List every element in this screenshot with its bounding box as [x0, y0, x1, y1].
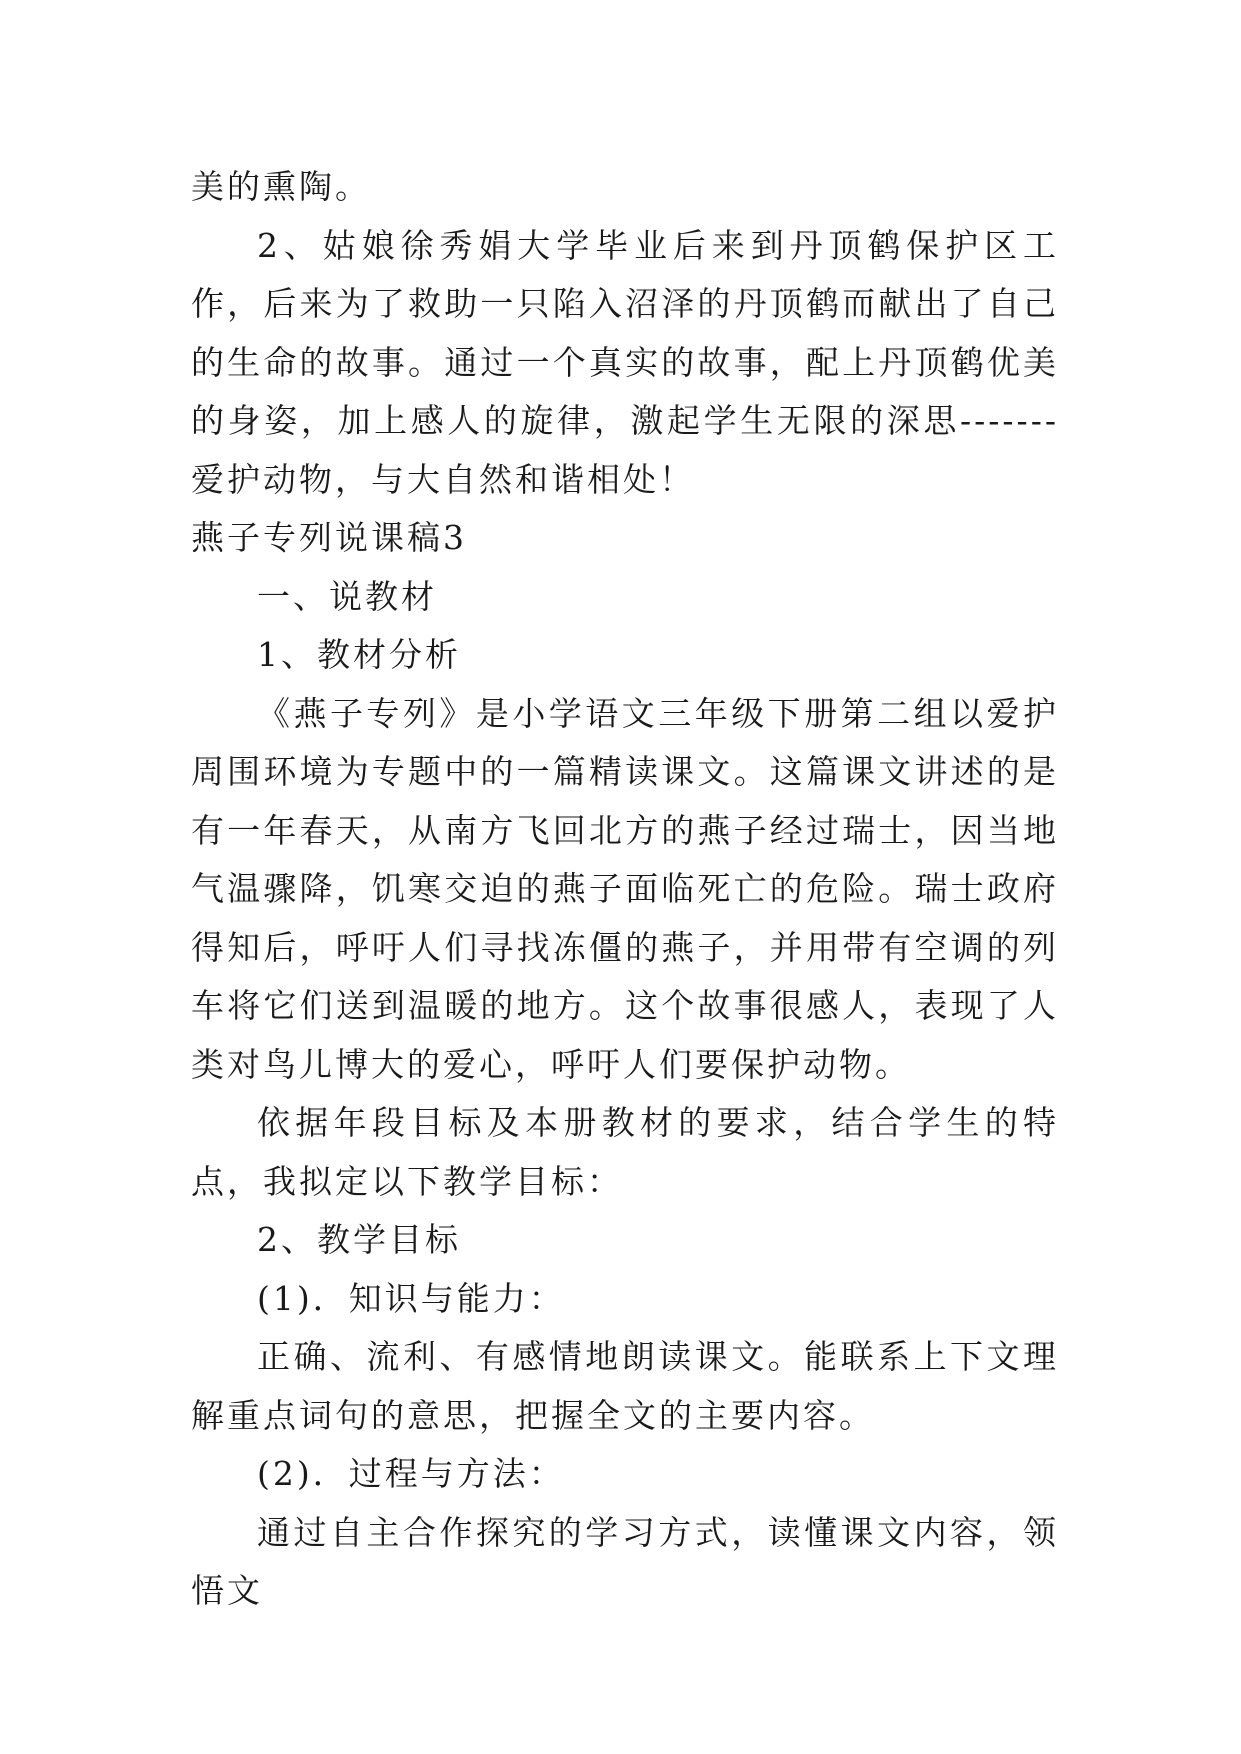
document-body [191, 158, 1059, 1621]
paragraph: 正确、流利、有感情地朗读课文。能联系上下文理解重点词句的意思，把握全文的主要内容。 [191, 1337, 1059, 1435]
section-title: 燕子专列说课稿3 [191, 518, 467, 557]
paragraph: 2、姑娘徐秀娟大学毕业后来到丹顶鹤保护区工作，后来为了救助一只陷入沼泽的丹顶鹤而献出了自己的生命的故事。通过一个真实的故事，配上丹顶鹤优美的身姿，加上感人的旋律，激起学生无限的深思-------爱护动物，与大自然和谐相处！ [191, 225, 1059, 499]
list-heading: (1)．知识与能力： [257, 1278, 565, 1318]
section-heading: 一、说教材 [257, 576, 437, 616]
paragraph: 依据年段目标及本册教材的要求，结合学生的特点，我拟定以下教学目标： [191, 1103, 1059, 1201]
paragraph: 通过自主合作探究的学习方式，读懂课文内容，领悟文 [191, 1512, 1059, 1610]
subsection-heading: 2、教学目标 [257, 1220, 461, 1259]
subsection-heading: 1、教材分析 [257, 635, 461, 674]
paragraph: 美的熏陶。 [191, 167, 371, 206]
paragraph: 《燕子专列》是小学语文三年级下册第二组以爱护周围环境为专题中的一篇精读课文。这篇课文讲述的是有一年春天，从南方飞回北方的燕子经过瑞士，因当地气温骤降，饥寒交迫的燕子面临死亡的危险。瑞士政府得知后，呼吁人们寻找冻僵的燕子，并用带有空调的列车将它们送到温暖的地方。这个故事很感人，表现了人类对鸟儿博大的爱心，呼吁人们要保护动物。 [191, 693, 1059, 1084]
list-heading: (2)．过程与方法： [257, 1454, 565, 1493]
